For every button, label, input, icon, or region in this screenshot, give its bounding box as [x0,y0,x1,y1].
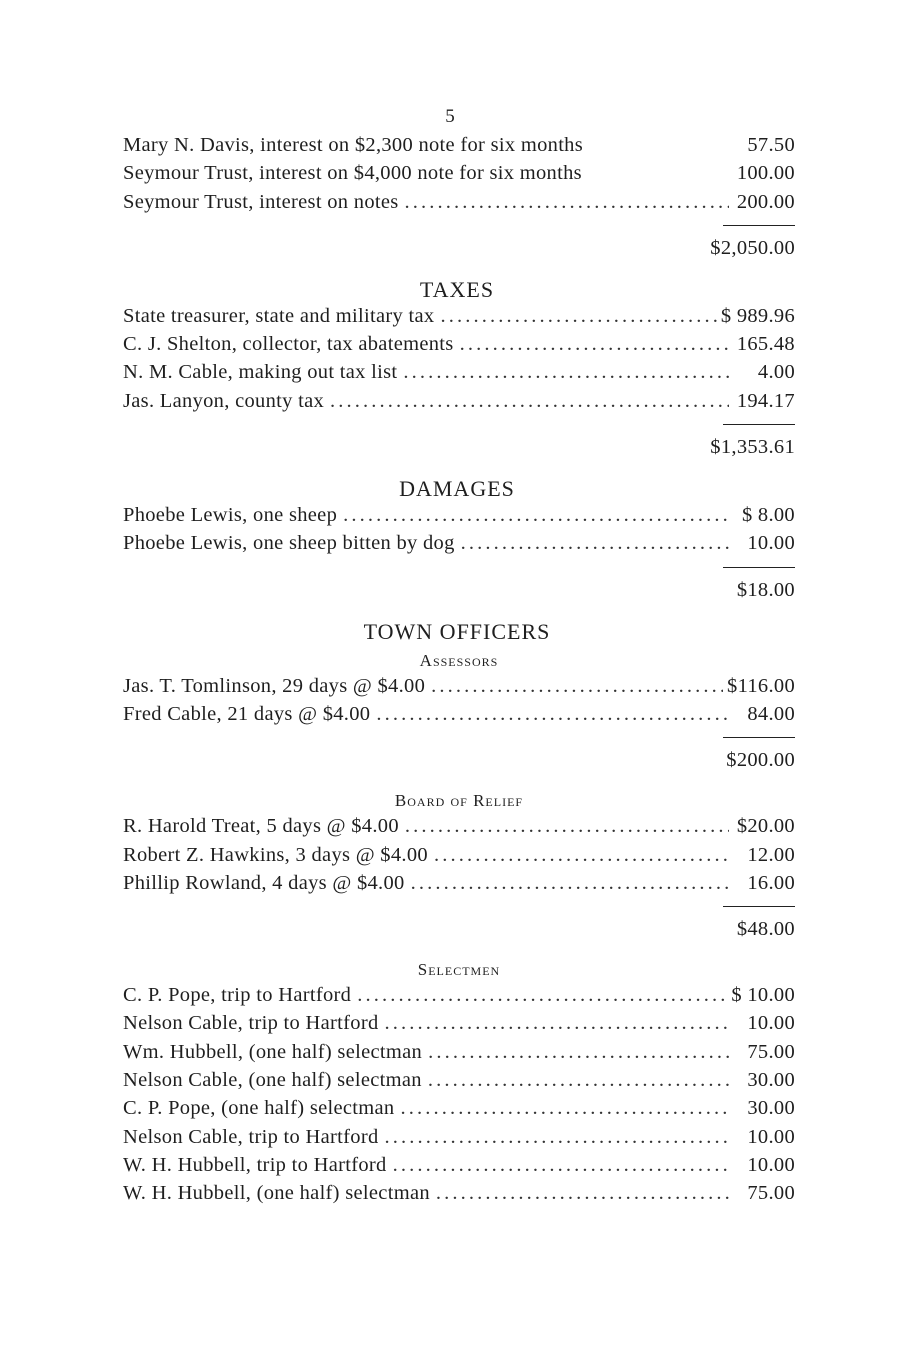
ledger-description: Nelson Cable, trip to Hartford [123,1125,379,1148]
dot-leader [431,675,723,698]
town-officers-heading: TOWN OFFICERS [363,618,551,644]
ledger-row [123,305,795,333]
dot-leader [403,361,729,384]
dot-leader [330,390,729,413]
ledger-amount: 30.00 [747,1069,795,1092]
dot-leader [357,984,727,1007]
damages-heading: DAMAGES [399,476,515,502]
ledger-amount: 75.00 [747,1182,795,1205]
ledger-amount: 16.00 [747,871,795,894]
ledger-amount: $ 989.96 [720,304,795,327]
ledger-amount: 10.00 [747,1153,795,1176]
assessors-total-block [123,731,795,787]
ledger-description: C. P. Pope, trip to Hartford [123,984,352,1007]
ledger-description: C. J. Shelton, collector, tax abatements [123,333,454,356]
taxes-list [123,305,795,418]
interest-total: $2,050.00 [710,236,795,259]
ledger-amount: 194.17 [736,389,795,412]
dot-leader [461,532,729,555]
ledger-row [123,191,795,219]
total-rule [723,225,795,226]
ledger-row [123,675,795,703]
dot-leader [385,1126,729,1149]
dot-leader [428,1041,729,1064]
ledger-description: Jas. Lanyon, county tax [123,389,325,412]
ledger-description: C. P. Pope, (one half) selectman [123,1097,395,1120]
total-rule [723,906,795,907]
ledger-description: W. H. Hubbell, (one half) selectman [123,1182,430,1205]
ledger-amount: 4.00 [757,361,795,384]
damages-section [123,474,795,617]
damages-list [123,504,795,561]
dot-leader [405,191,729,214]
ledger-row [123,815,795,843]
selectmen-list [123,984,795,1210]
ledger-amount: 165.48 [736,333,795,356]
ledger-row [123,361,795,389]
ledger-amount: 200.00 [736,190,795,213]
ledger-description: R. Harold Treat, 5 days @ $4.00 [123,815,399,838]
ledger-row [123,844,795,872]
ledger-description: Nelson Cable, trip to Hartford [123,1012,379,1035]
damages-total: $18.00 [736,578,795,601]
assessors-list [123,675,795,732]
ledger-description: Seymour Trust, interest on notes [123,190,399,213]
ledger-description: N. M. Cable, making out tax list [123,361,398,384]
dot-leader [393,1154,729,1177]
dot-leader [436,1182,729,1205]
ledger-description: State treasurer, state and military tax [123,304,435,327]
assessors-heading: Assessors [419,650,499,670]
taxes-total-block [123,418,795,474]
ledger-amount: 30.00 [747,1097,795,1120]
ledger-row [123,134,795,162]
dot-leader [343,504,729,527]
ledger-row [123,162,795,190]
ledger-amount: 10.00 [747,532,795,555]
ledger-amount: $116.00 [727,674,795,697]
ledger-description: W. H. Hubbell, trip to Hartford [123,1153,387,1176]
taxes-section [123,275,795,474]
damages-total-block [123,561,795,617]
dot-leader [440,305,716,328]
taxes-total: $1,353.61 [710,436,795,459]
ledger-description: Robert Z. Hawkins, 3 days @ $4.00 [123,843,428,866]
ledger-description: Phoebe Lewis, one sheep bitten by dog [123,532,455,555]
ledger-amount: 84.00 [747,702,795,725]
interest-total-block [123,219,795,275]
ledger-amount: 75.00 [747,1040,795,1063]
ledger-amount: 57.50 [747,134,795,156]
dot-leader [460,333,729,356]
ledger-amount: 10.00 [747,1012,795,1035]
ledger-description: Phoebe Lewis, one sheep [123,504,338,527]
total-rule [723,567,795,568]
interest-section [123,134,795,275]
ledger-content [123,134,795,1211]
ledger-description: Wm. Hubbell, (one half) selectman [123,1040,423,1063]
dot-leader [428,1069,729,1092]
ledger-row [123,532,795,560]
selectmen-heading: Selectmen [417,960,501,980]
board-of-relief-total: $48.00 [736,918,795,941]
interest-list [123,134,795,219]
ledger-row [123,872,795,900]
ledger-description: Phillip Rowland, 4 days @ $4.00 [123,871,405,894]
assessors-total: $200.00 [726,749,795,772]
town-officers-section [123,617,795,1211]
ledger-amount: 12.00 [747,843,795,866]
total-rule [723,737,795,738]
total-rule [723,424,795,425]
ledger-amount: 10.00 [747,1125,795,1148]
ledger-amount: $ 10.00 [731,984,795,1007]
board-of-relief-list [123,815,795,900]
ledger-description: Jas. T. Tomlinson, 29 days @ $4.00 [123,674,426,697]
ledger-row [123,390,795,418]
ledger-amount: $20.00 [736,815,795,838]
ledger-row [123,703,795,731]
ledger-row [123,1041,795,1069]
ledger-row [123,984,795,1012]
ledger-row [123,1069,795,1097]
ledger-amount: 100.00 [736,162,795,185]
ledger-row [123,1012,795,1040]
dot-leader [376,703,729,726]
ledger-row [123,1097,795,1125]
dot-leader [401,1097,730,1120]
board-of-relief-total-block [123,900,795,956]
dot-leader [405,815,729,838]
ledger-row [123,1154,795,1182]
ledger-description: Fred Cable, 21 days @ $4.00 [123,702,371,725]
dot-leader [434,844,729,867]
board-of-relief-heading: Board of Relief [394,791,524,811]
taxes-heading: TAXES [419,276,495,302]
ledger-description: Mary N. Davis, interest on $2,300 note for six months [123,134,584,156]
ledger-description: Seymour Trust, interest on $4,000 note for six months [123,162,582,185]
dot-leader [385,1012,729,1035]
dot-leader [411,872,729,895]
page-number: 5 [445,106,455,127]
ledger-row [123,333,795,361]
ledger-row [123,1126,795,1154]
ledger-amount: $ 8.00 [741,504,795,527]
ledger-description: Nelson Cable, (one half) selectman [123,1069,422,1092]
ledger-row [123,1182,795,1210]
ledger-row [123,504,795,532]
